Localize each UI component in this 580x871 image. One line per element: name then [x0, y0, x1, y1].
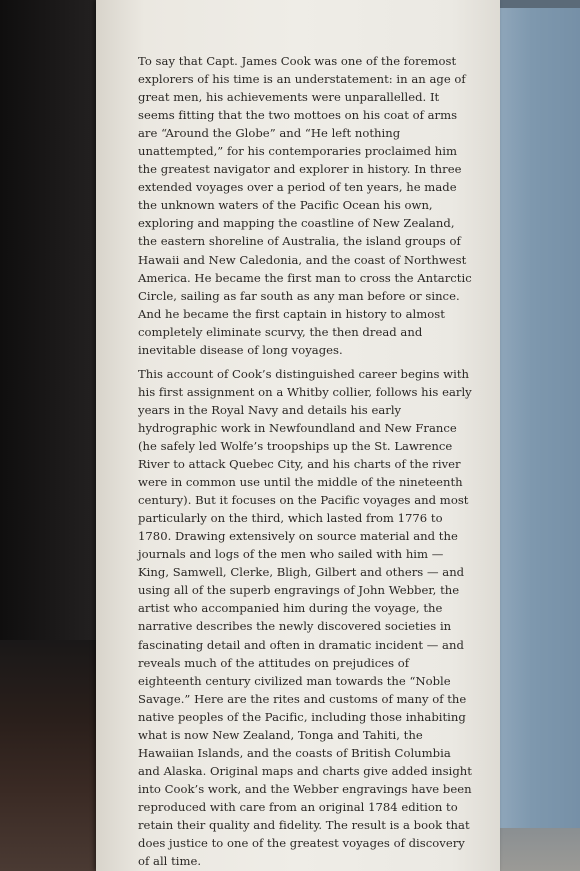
blurb-paragraph-1: To say that Capt. James Cook was one of the foremost explorers of his time is an understatement: in an age of great men, his achievements were unparallelled. It seems fitting that the two mottoes on his coat of arms are “Around the Globe” and “He left nothing unattempted,” for his contemporaries proclaimed him the greatest navigator and explorer in history. In three extended voyages over a period of ten years, he made the unknown waters of the Pacific Ocean his own, exploring and mapping the coastline of New Zealand, the eastern shoreline of Australia, the island groups of Hawaii and New Caledonia, and the coast of Northwest America. He became the first man to cross the Antarctic Circle, sailing as far south as any man before or since. And he became the first captain in history to almost completely eliminate scurvy, the then dread and inevitable disease of long voyages. [138, 54, 472, 357]
jacket-blurb [138, 52, 476, 870]
left-bottom-surface [0, 640, 96, 871]
cloth-bottom-edge [500, 828, 580, 871]
blue-cloth-cover [500, 0, 580, 871]
cloth-top-edge [500, 0, 580, 8]
blurb-paragraph-2: This account of Cook’s distinguished career begins with his first assignment on a Whitby collier, follows his early years in the Royal Navy and details his early hydrographic work in Newfoundland and New France (he safely led Wolfe’s troopships up the St. Lawrence River to attack Quebec City, and his charts of the river were in common use until the middle of the nineteenth century). But it focuses on the Pacific voyages and most particularly on the third, which lasted from 1776 to 1780. Drawing extensively on source material and the journals and logs of the men who sailed with him — King, Samwell, Clerke, Bligh, Gilbert and others — and using all of the superb engravings of John Webber, the artist who accompanied him during the voyage, the narrative describes the newly discovered societies in fascinating detail and often in dramatic incident — and reveals much of the attitudes on prejudices of eighteenth century civilized man towards the “Noble Savage.” Here are the rites and customs of many of the native peoples of the Pacific, including those inhabiting what is now New Zealand, Tonga and Tahiti, the Hawaiian Islands, and the coasts of British Columbia and Alaska. Original maps and charts give added insight into Cook’s work, and the Webber engravings have been reproduced with care from an original 1784 edition to retain their quality and fidelity. The result is a book that does justice to one of the greatest voyages of discovery of all time. [138, 366, 472, 869]
